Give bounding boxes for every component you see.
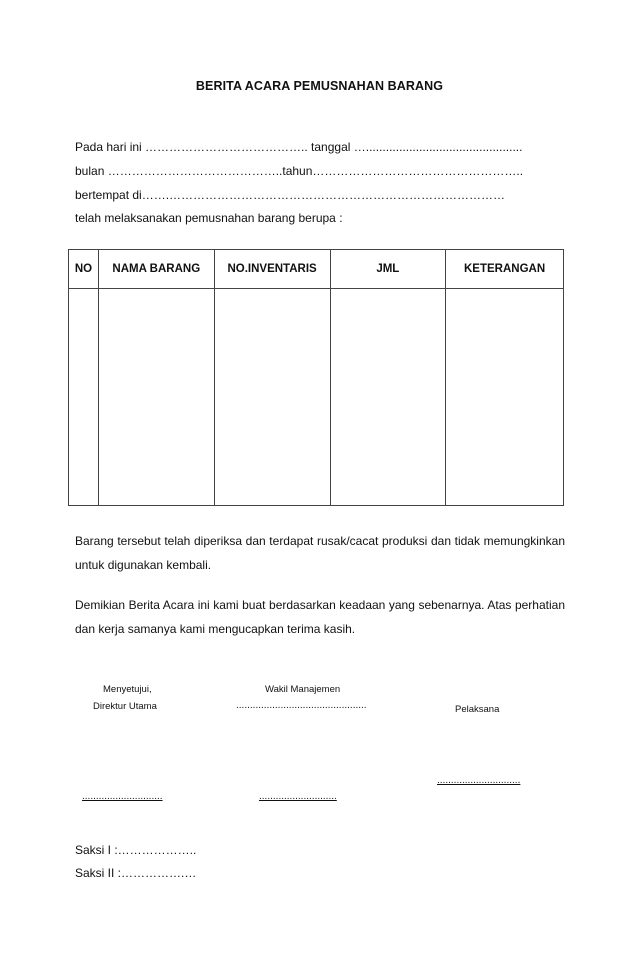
intro-line-month-year: bulan ……………………………………..tahun…………………………………………….. — [75, 164, 524, 178]
sig-middle-dots-top: ............................................... — [236, 700, 367, 711]
sig-left-label2: Direktur Utama — [93, 701, 157, 712]
sig-right-signature-line: .............................. — [437, 775, 521, 786]
witness-1: Saksi I :……………….. — [75, 843, 197, 857]
intro-line-date — [75, 140, 565, 154]
items-table — [68, 249, 564, 506]
intro-day: Pada hari ini ………………………………….. — [75, 140, 312, 154]
cell-no — [69, 289, 99, 506]
intro-line-place: bertempat di…….………………………………………………………………………… — [75, 188, 506, 202]
cell-jml — [330, 289, 446, 506]
document-title: BERITA ACARA PEMUSNAHAN BARANG — [195, 79, 444, 93]
table-row — [69, 289, 564, 506]
header-no-inventaris: NO.INVENTARIS — [214, 250, 330, 289]
cell-no-inventaris — [214, 289, 330, 506]
header-keterangan: KETERANGAN — [446, 250, 564, 289]
sig-left-label1: Menyetujui, — [103, 684, 152, 695]
sig-middle-label1: Wakil Manajemen — [265, 684, 341, 695]
header-nama-barang: NAMA BARANG — [98, 250, 214, 289]
header-no: NO — [69, 250, 99, 289]
sig-right-label: Pelaksana — [455, 704, 500, 715]
paragraph-condition: Barang tersebut telah diperiksa dan terdapat rusak/cacat produksi dan tidak memungkinkan untuk digunakan kembali. — [75, 534, 565, 572]
cell-nama-barang — [98, 289, 214, 506]
header-jml: JML — [330, 250, 446, 289]
table-header-row — [69, 250, 564, 289]
intro-line-action: telah melaksanakan pemusnahan barang berupa : — [75, 211, 343, 225]
sig-middle-signature-line: ............................ — [259, 791, 337, 802]
witness-2: Saksi II :…………….… — [75, 866, 197, 880]
intro-date: tanggal …............................................... — [311, 140, 523, 154]
paragraph-closing: Demikian Berita Acara ini kami buat berdasarkan keadaan yang sebenarnya. Atas perhatian dan kerja samanya kami mengucapkan terima kasih. — [75, 598, 565, 636]
cell-keterangan — [446, 289, 564, 506]
sig-left-signature-line: ............................. — [82, 791, 163, 802]
